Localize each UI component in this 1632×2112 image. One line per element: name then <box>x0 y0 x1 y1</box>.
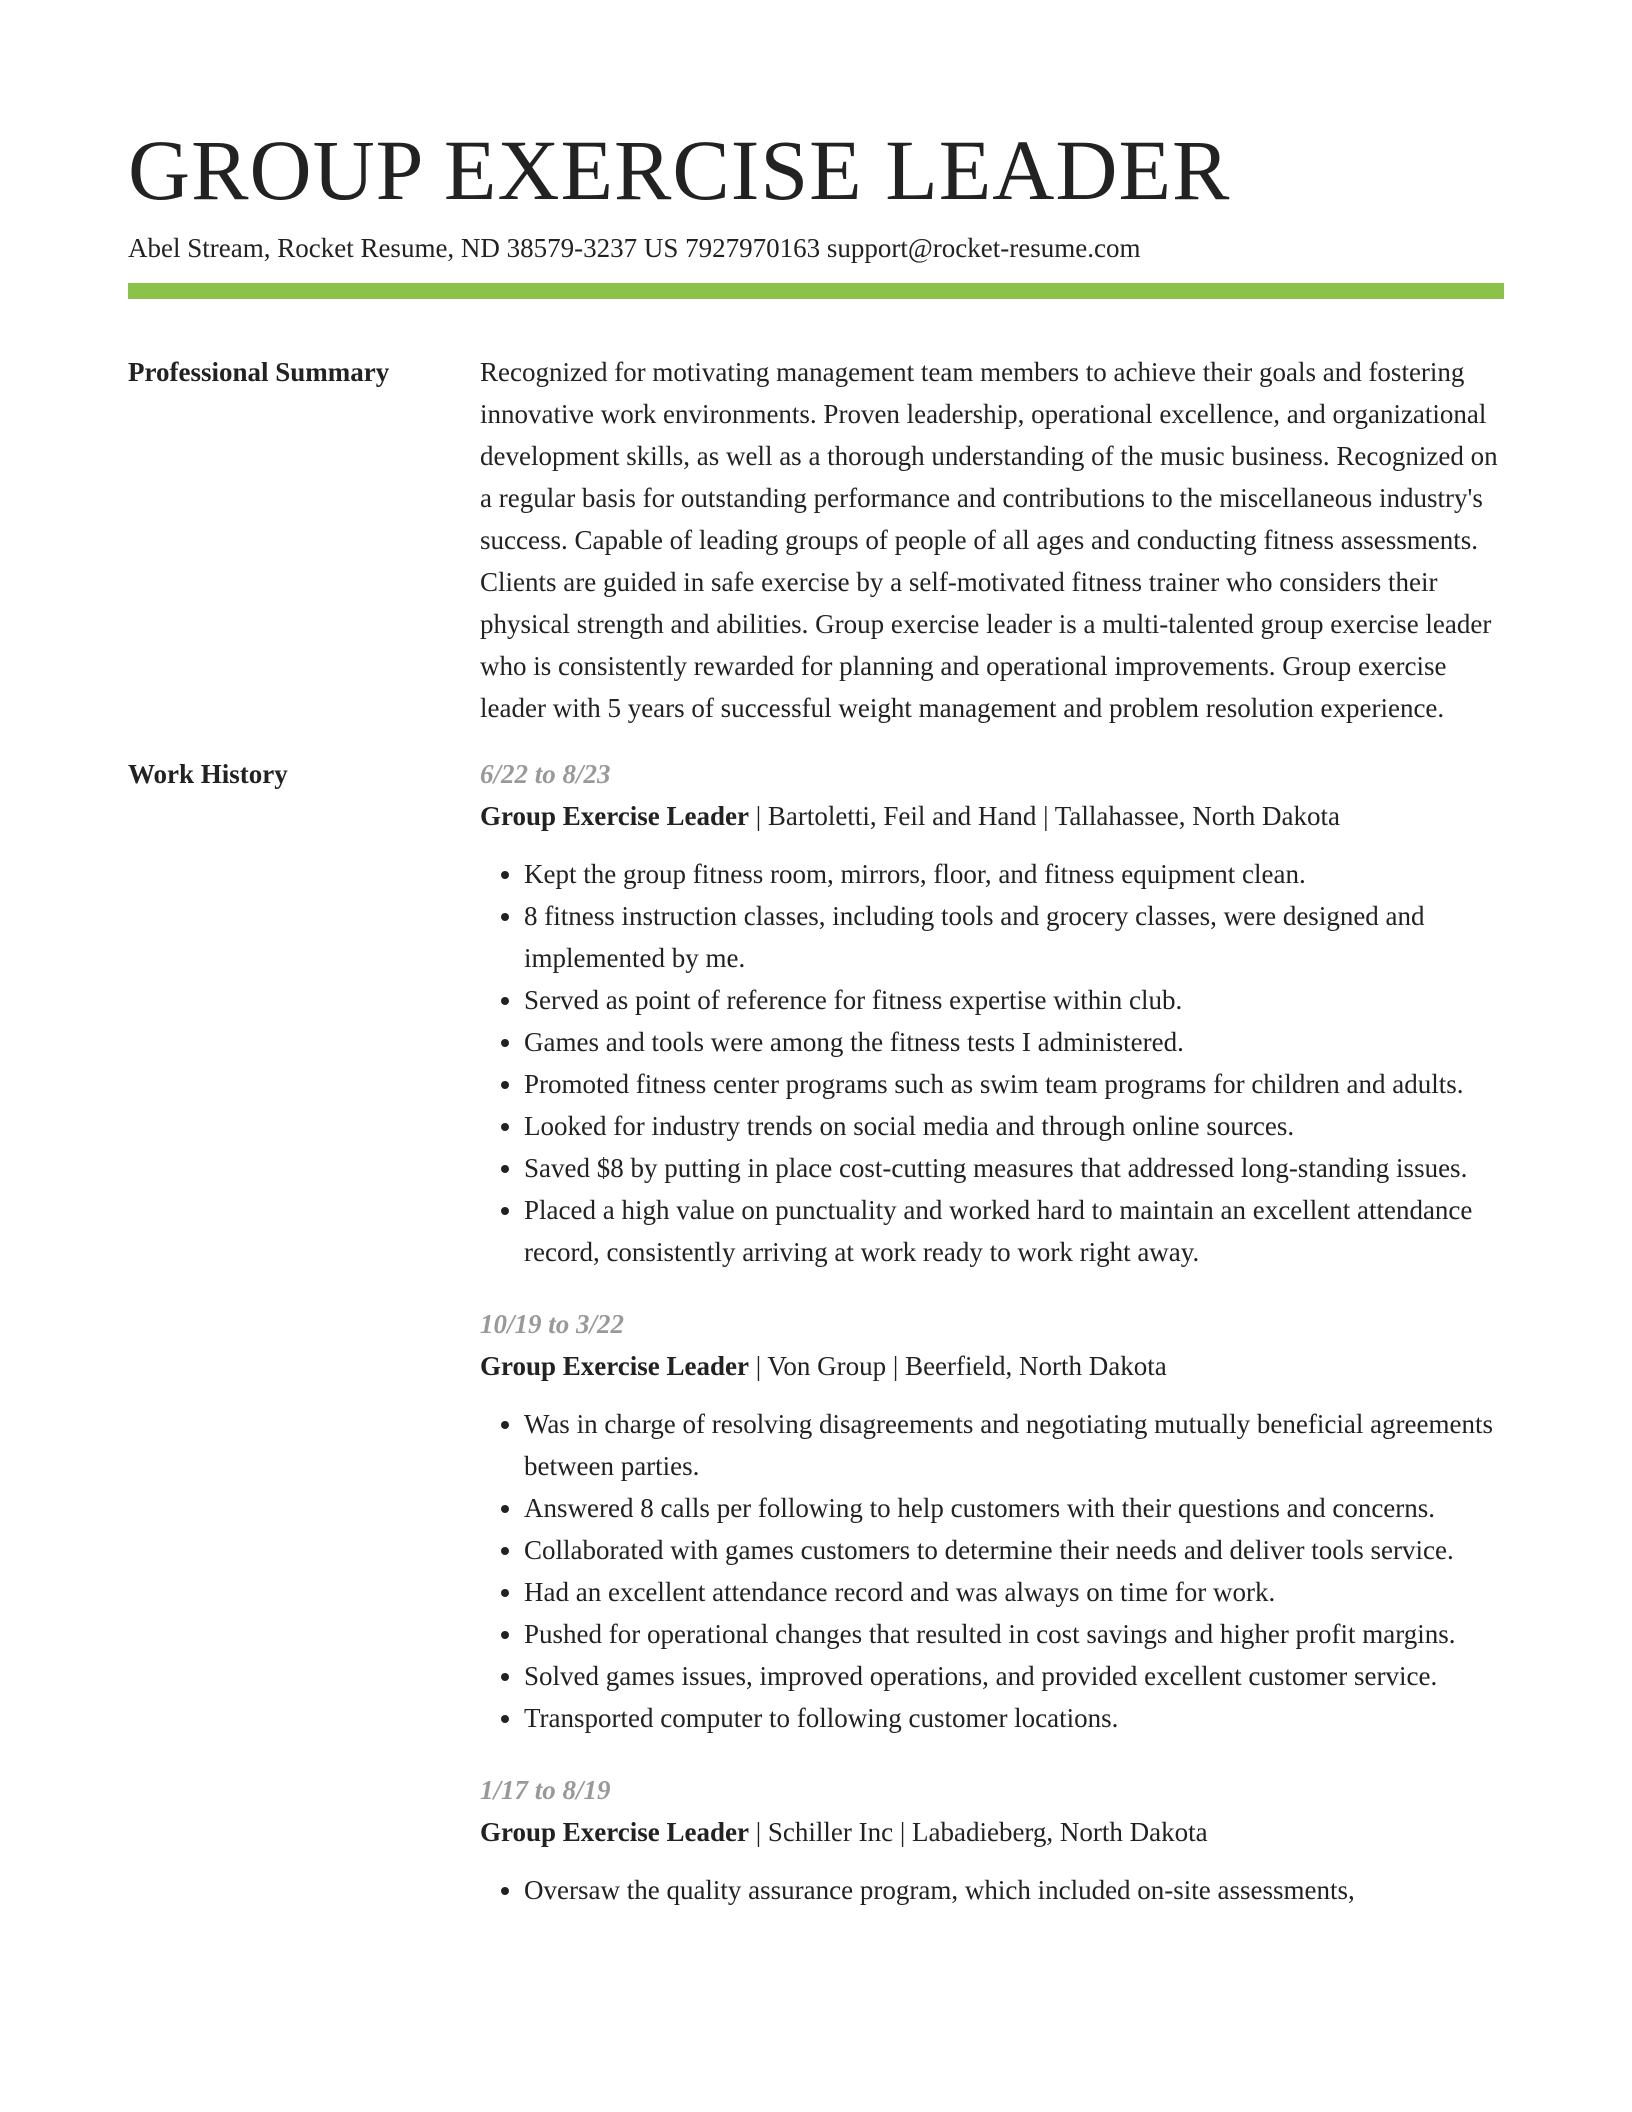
job-bullet: • Games and tools were among the fitness tests I administered. <box>524 1021 1504 1063</box>
job-bullet: • 8 fitness instruction classes, including tools and grocery classes, were designed and implemented by me. <box>524 895 1504 979</box>
job-role: Group Exercise Leader <box>480 1817 749 1847</box>
job-role: Group Exercise Leader <box>480 1351 749 1381</box>
job-dates: 10/19 to 3/22 <box>480 1309 625 1339</box>
job-dates: 6/22 to 8/23 <box>480 759 611 789</box>
summary-text: Recognized for motivating management team members to achieve their goals and fostering innovative work environments. Proven leadership, operational excellence, and organizational development skills, as well as a thorough understanding of the music business. Recognized on a regular basis for outstanding performance and contributions to the miscellaneous industry's success. Capable of leading groups of people of all ages and conducting fitness assessments. Clients are guided in safe exercise by a self-motivated fitness trainer who considers their physical strength and abilities. Group exercise leader is a multi-talented group exercise leader who is consistently rewarded for planning and operational improvements. Group exercise leader with 5 years of successful weight management and problem resolution experience. <box>480 357 1498 723</box>
job-bullet: • Solved games issues, improved operations, and provided excellent customer service. <box>524 1655 1504 1697</box>
job-title-line <box>480 1345 1504 1387</box>
job-company-location: | Bartoletti, Feil and Hand | Tallahassee, North Dakota <box>748 801 1341 831</box>
job-bullet: • Answered 8 calls per following to help customers with their questions and concerns. <box>524 1487 1504 1529</box>
job-entry <box>480 753 1504 1273</box>
job-bullet: • Collaborated with games customers to determine their needs and deliver tools service. <box>524 1529 1504 1571</box>
contact-line: Abel Stream, Rocket Resume, ND 38579-3237 US 7927970163 support@rocket-resume.com <box>128 233 1141 263</box>
job-bullet: • Looked for industry trends on social media and through online sources. <box>524 1105 1504 1147</box>
job-bullet: • Placed a high value on punctuality and worked hard to maintain an excellent attendance record, consistently arriving at work ready to work right away. <box>524 1189 1504 1273</box>
work-history-content <box>480 753 1504 1941</box>
job-bullet: • Promoted fitness center programs such as swim team programs for children and adults. <box>524 1063 1504 1105</box>
job-bullets <box>480 1869 1504 1911</box>
job-bullet: • Oversaw the quality assurance program, which included on-site assessments, <box>524 1869 1504 1911</box>
job-company-location: | Von Group | Beerfield, North Dakota <box>748 1351 1167 1381</box>
job-bullet: • Pushed for operational changes that resulted in cost savings and higher profit margins. <box>524 1613 1504 1655</box>
summary-content <box>480 351 1504 729</box>
job-bullet: • Transported computer to following customer locations. <box>524 1697 1504 1739</box>
summary-section <box>128 351 1504 729</box>
work-history-section <box>128 753 1504 1941</box>
job-bullet: • Was in charge of resolving disagreements and negotiating mutually beneficial agreements between parties. <box>524 1403 1504 1487</box>
job-bullets <box>480 1403 1504 1739</box>
job-title-line <box>480 1811 1504 1853</box>
job-bullet: • Kept the group fitness room, mirrors, floor, and fitness equipment clean. <box>524 853 1504 895</box>
job-dates: 1/17 to 8/19 <box>480 1775 611 1805</box>
job-bullet: • Had an excellent attendance record and was always on time for work. <box>524 1571 1504 1613</box>
job-role: Group Exercise Leader <box>480 801 749 831</box>
job-company-location: | Schiller Inc | Labadieberg, North Dakota <box>748 1817 1208 1847</box>
resume-page <box>128 120 1504 1941</box>
section-label-work-history: Work History <box>128 759 288 789</box>
job-title-line <box>480 795 1504 837</box>
section-label-summary: Professional Summary <box>128 357 390 387</box>
job-bullet: • Saved $8 by putting in place cost-cutting measures that addressed long-standing issues. <box>524 1147 1504 1189</box>
job-bullets <box>480 853 1504 1273</box>
page-title: GROUP EXERCISE LEADER <box>128 122 1231 218</box>
job-entry <box>480 1303 1504 1739</box>
job-entry <box>480 1769 1504 1911</box>
accent-divider <box>128 283 1504 299</box>
job-bullet: • Served as point of reference for fitness expertise within club. <box>524 979 1504 1021</box>
